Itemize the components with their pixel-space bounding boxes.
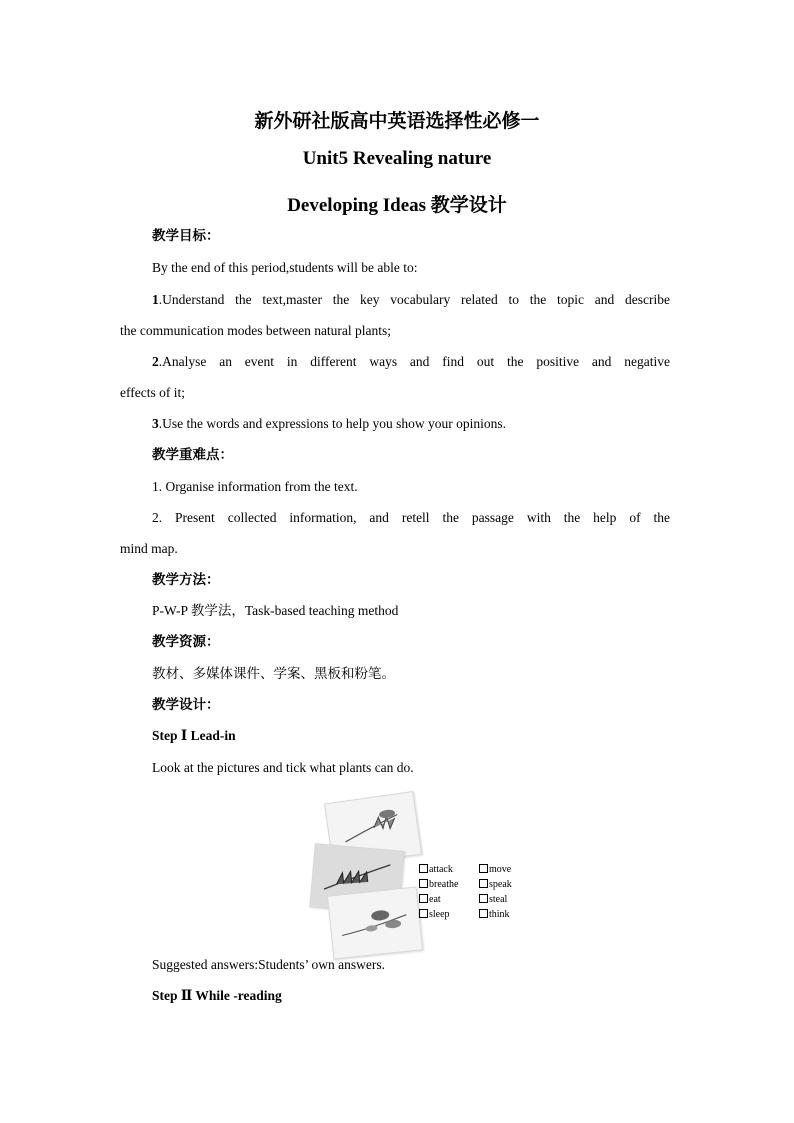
- objective-number: 3: [152, 416, 159, 431]
- step-1-heading: Step Ⅰ Lead-in: [152, 728, 236, 743]
- design-heading: 教学设计：: [152, 697, 220, 712]
- step-2-heading: Step Ⅱ While -reading: [152, 988, 282, 1003]
- methods-text: P-W-P 教学法，Task-based teaching method: [152, 603, 399, 618]
- document-title: 新外研社版高中英语选择性必修一: [254, 111, 540, 132]
- objective-item-2: [152, 353, 670, 371]
- option-speak[interactable]: speak: [479, 877, 512, 892]
- objective-number: 1: [152, 292, 159, 307]
- objective-item-1: [152, 291, 670, 309]
- checkbox-icon[interactable]: [419, 894, 428, 903]
- lesson-title: Developing Ideas 教学设计: [287, 195, 507, 216]
- key-points-heading: 教学重难点：: [152, 447, 233, 462]
- checkbox-icon[interactable]: [479, 909, 488, 918]
- resources-heading: 教学资源：: [152, 634, 220, 649]
- option-move[interactable]: move: [479, 862, 512, 877]
- objective-number: 2: [152, 354, 159, 369]
- step-1-task: Look at the pictures and tick what plants can do.: [152, 760, 414, 775]
- key-point-1: 1. Organise information from the text.: [152, 479, 358, 494]
- objective-text: .Use the words and expressions to help you show your opinions.: [158, 416, 506, 431]
- checkbox-icon[interactable]: [479, 894, 488, 903]
- objective-text: .Understand the text,master the key vocabulary related to the topic and describe: [158, 292, 670, 307]
- option-think[interactable]: think: [479, 907, 512, 922]
- option-steal[interactable]: steal: [479, 892, 512, 907]
- checkbox-icon[interactable]: [419, 879, 428, 888]
- option-sleep[interactable]: sleep: [419, 907, 458, 922]
- objective-text: .Analyse an event in different ways and find out the positive and negative: [158, 354, 670, 369]
- objective-item-3: [152, 415, 506, 433]
- option-eat[interactable]: eat: [419, 892, 458, 907]
- objectives-intro: By the end of this period,students will be able to:: [152, 260, 418, 275]
- option-breathe[interactable]: breathe: [419, 877, 458, 892]
- option-attack[interactable]: attack: [419, 862, 458, 877]
- checkbox-icon[interactable]: [419, 864, 428, 873]
- options-left: [419, 862, 458, 922]
- objective-item-1-cont: the communication modes between natural plants;: [120, 323, 392, 338]
- key-point-2-cont: mind map.: [120, 541, 178, 556]
- unit-title: Unit5 Revealing nature: [302, 148, 492, 169]
- objective-item-2-cont: effects of it;: [120, 385, 185, 400]
- checkbox-icon[interactable]: [479, 864, 488, 873]
- checkbox-icon[interactable]: [479, 879, 488, 888]
- checkbox-icon[interactable]: [419, 909, 428, 918]
- key-point-2: 2. Present collected information, and retell the passage with the help of the: [152, 510, 670, 525]
- objectives-heading: 教学目标：: [152, 228, 220, 243]
- resources-text: 教材、多媒体课件、学案、黑板和粉笔。: [152, 666, 395, 681]
- plant-photo: [327, 886, 423, 959]
- methods-heading: 教学方法：: [152, 572, 220, 587]
- suggested-answers: Suggested answers:Students’ own answers.: [152, 957, 385, 972]
- options-right: [479, 862, 512, 922]
- plants-figure: [308, 795, 528, 943]
